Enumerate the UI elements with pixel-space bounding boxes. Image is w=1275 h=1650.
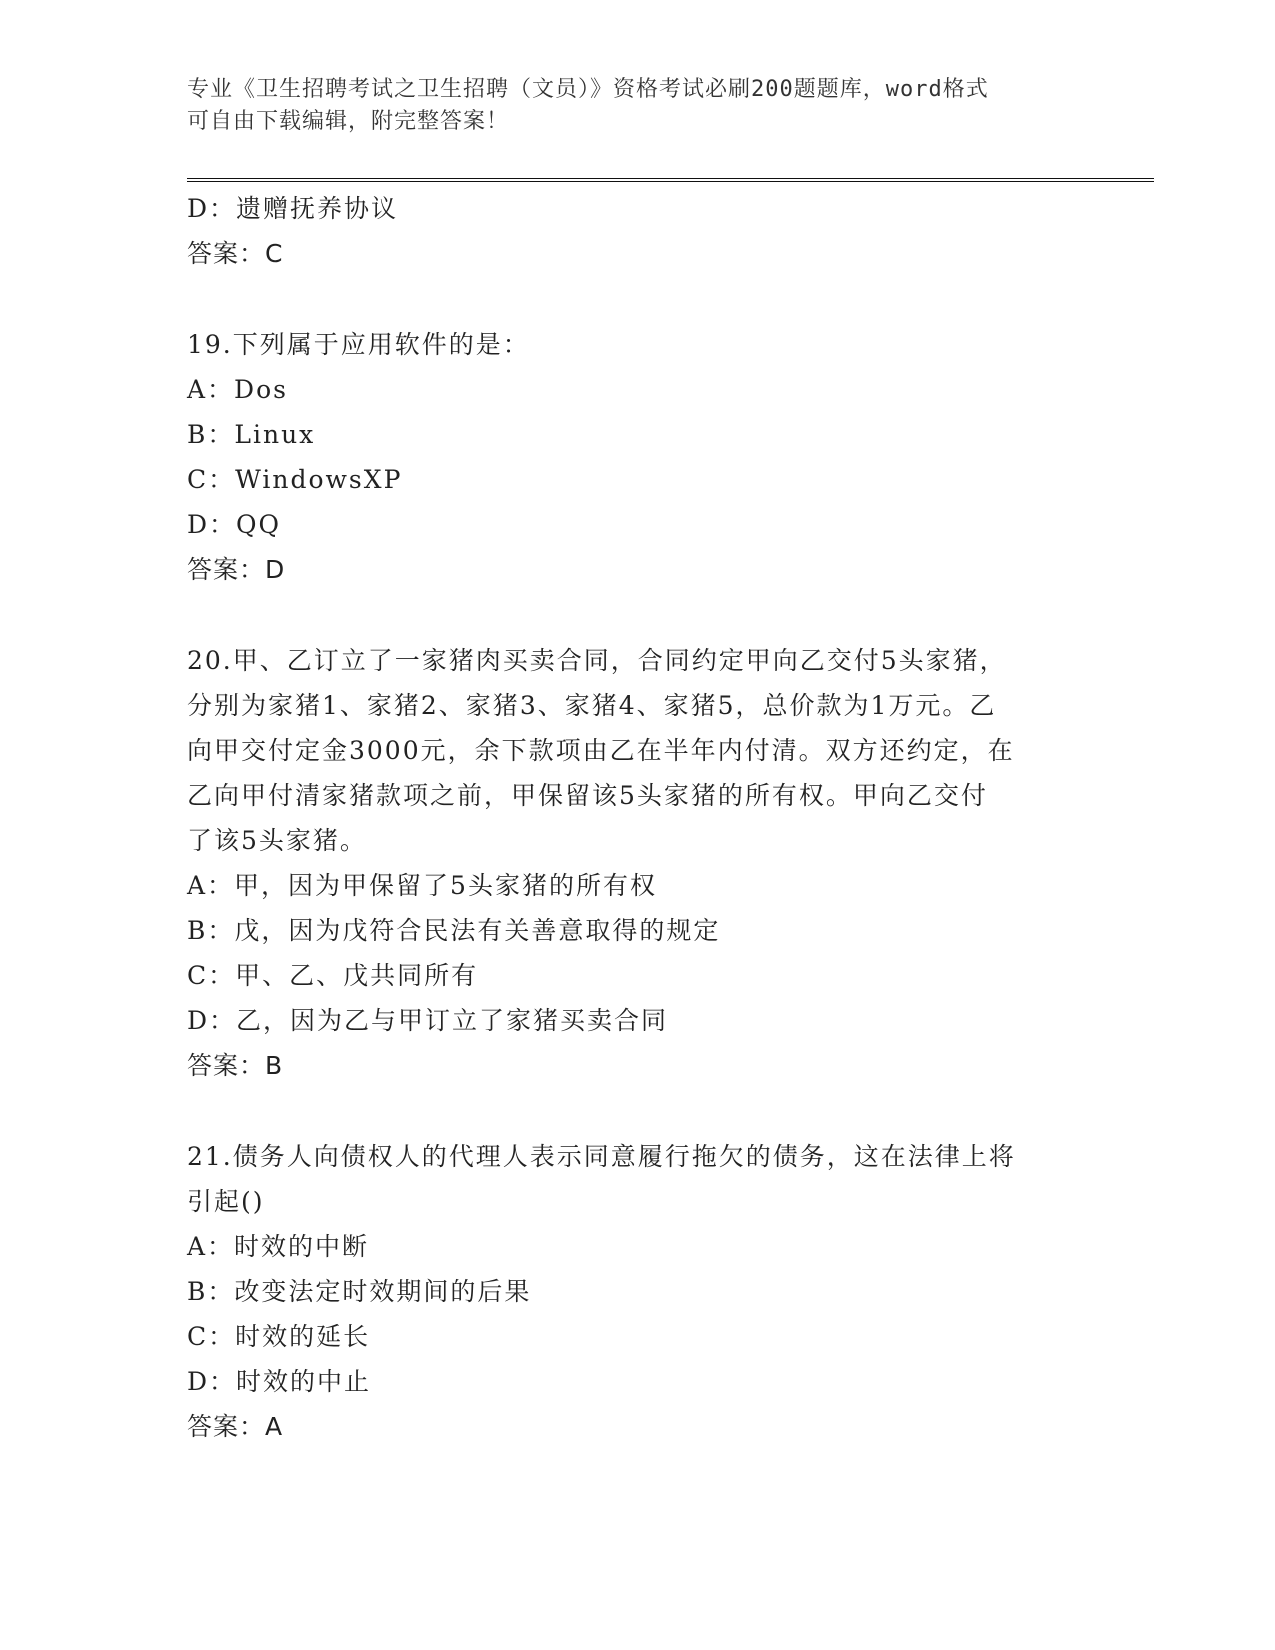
question-stem-line-5: 了该5头家猪。 — [187, 826, 367, 855]
option-d: D：QQ — [187, 510, 282, 539]
option-c: C：甲、乙、戊共同所有 — [187, 961, 479, 990]
question-18-tail — [187, 186, 1077, 276]
option-b: B：戊，因为戊符合民法有关善意取得的规定 — [187, 916, 721, 945]
option-c: C：时效的延长 — [187, 1322, 371, 1351]
question-stem-line-1: 20.甲、乙订立了一家猪肉买卖合同，合同约定甲向乙交付5头家猪， — [187, 646, 1007, 675]
answer-line: 答案：C — [187, 239, 284, 268]
option-d: D：遗赠抚养协议 — [187, 194, 399, 223]
header-line-2: 可自由下载编辑，附完整答案！ — [187, 109, 510, 134]
question-stem: 19.下列属于应用软件的是： — [187, 330, 530, 359]
question-list — [187, 186, 1077, 1449]
option-a: A：Dos — [187, 375, 288, 404]
document-header — [187, 74, 1067, 138]
question-stem-line-3: 向甲交付定金3000元，余下款项由乙在半年内付清。双方还约定，在 — [187, 736, 1015, 765]
option-a: A：时效的中断 — [187, 1232, 370, 1261]
option-b: B：Linux — [187, 420, 316, 449]
question-stem-line-1: 21.债务人向债权人的代理人表示同意履行拖欠的债务，这在法律上将 — [187, 1142, 1016, 1171]
question-20 — [187, 638, 1077, 1088]
option-a: A：甲，因为甲保留了5头家猪的所有权 — [187, 871, 657, 900]
answer-line: 答案：A — [187, 1412, 284, 1441]
option-b: B：改变法定时效期间的后果 — [187, 1277, 532, 1306]
question-21 — [187, 1134, 1077, 1449]
question-stem-line-2: 引起() — [187, 1187, 265, 1216]
header-divider — [187, 178, 1154, 182]
header-line-1: 专业《卫生招聘考试之卫生招聘（文员）》资格考试必刷200题题库，word格式 — [187, 77, 989, 102]
option-c: C：WindowsXP — [187, 465, 403, 494]
answer-line: 答案：D — [187, 555, 286, 584]
option-d: D：乙，因为乙与甲订立了家猪买卖合同 — [187, 1006, 669, 1035]
question-stem-line-2: 分别为家猪1、家猪2、家猪3、家猪4、家猪5，总价款为1万元。乙 — [187, 691, 997, 720]
answer-line: 答案：B — [187, 1051, 284, 1080]
option-d: D：时效的中止 — [187, 1367, 372, 1396]
question-stem-line-4: 乙向甲付清家猪款项之前，甲保留该5头家猪的所有权。甲向乙交付 — [187, 781, 988, 810]
question-19 — [187, 322, 1077, 592]
